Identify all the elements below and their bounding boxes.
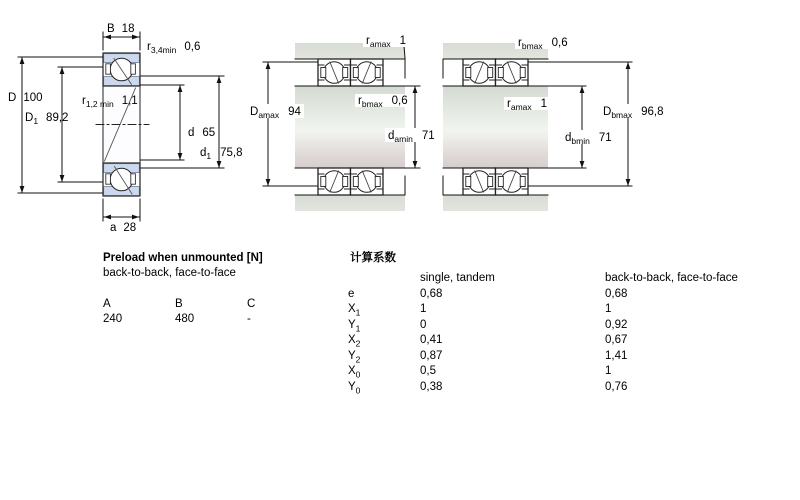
dim-label-B: B 18: [107, 23, 135, 35]
dim-label-d: d 65: [188, 127, 216, 139]
bearing-cell: [318, 168, 351, 195]
dim-label-rbmax-a: $r_{bmax}$ 0,6: [358, 95, 408, 109]
bearing-cell: [463, 168, 496, 195]
preload-header: C: [247, 298, 256, 310]
dim-label-Damax: $D_{amax}$ 94: [250, 106, 301, 120]
calc-row: $Y_1$ 0 0,92: [348, 318, 628, 333]
preload-header-row: [103, 297, 319, 312]
calc-row: $Y_0$ 0,38 0,76: [348, 380, 628, 395]
bearing-cell: [351, 168, 384, 195]
housing-section: [295, 195, 405, 211]
bearing-cell: [351, 59, 384, 86]
calc-title: 计算系数: [350, 252, 396, 264]
bearing-cell: [463, 59, 496, 86]
bearing-section-top: [103, 53, 140, 86]
preload-title: Preload when unmounted [N]: [103, 252, 263, 264]
dim-label-r12: $r_{1,2 min}$ 1,1: [82, 95, 138, 109]
calc-col2-header: back-to-back, face-to-face: [605, 272, 738, 284]
dim-label-D: D 100: [8, 92, 43, 104]
bearing-cell: [318, 59, 351, 86]
technical-drawing: [0, 0, 800, 245]
preload-table: [103, 251, 343, 336]
housing-section: [443, 195, 548, 211]
calc-row: $Y_2$ 0,87 1,41: [348, 349, 628, 364]
bearing-cell: [496, 59, 529, 86]
ball: [110, 168, 133, 191]
calc-row: e 0,68 0,68: [348, 287, 628, 300]
preload-value: 240: [103, 313, 123, 325]
cage: [131, 64, 136, 74]
preload-value: 480: [175, 313, 195, 325]
bearing-section-bottom: [103, 163, 140, 196]
calc-col1-header: single, tandem: [420, 272, 495, 284]
calc-row: $X_1$ 1 1: [348, 303, 612, 318]
cage: [106, 64, 111, 74]
calc-header-row: [348, 271, 775, 287]
dim-label-D1: $D_1$ 89,2: [25, 112, 69, 126]
dim-label-ramax-b: $r_{amax}$ 1: [507, 98, 548, 112]
calc-row: $X_2$ 0,41 0,67: [348, 334, 628, 349]
preload-value: -: [247, 313, 251, 325]
calc-rows: [348, 271, 775, 395]
bearing-cross-section: [8, 23, 243, 234]
preload-value-row: [103, 312, 319, 327]
calc-row: $X_0$ 0,5 1: [348, 365, 612, 380]
cage: [106, 174, 111, 184]
dim-label-ramax-a: $r_{amax}$ 1: [366, 35, 407, 49]
preload-subtitle: back-to-back, face-to-face: [103, 267, 236, 279]
calculation-factors-table: [348, 251, 788, 401]
preload-header: B: [175, 298, 183, 310]
dim-label-damin: $d_{amin}$ 71: [388, 130, 435, 144]
dim-label-r34: $r_{3,4min}$ 0,6: [147, 41, 201, 55]
dim-label-rbmax-b: $r_{bmax}$ 0,6: [518, 37, 568, 51]
dim-label-dbmin: $d_{bmin}$ 71: [565, 132, 612, 146]
bearing-cell: [496, 168, 529, 195]
dim-label-d1: $d_1$ 75,8: [200, 147, 243, 161]
preload-header: A: [103, 298, 111, 310]
dim-label-a: a 28: [110, 222, 137, 234]
dim-label-Dbmax: $D_{bmax}$ 96,8: [603, 106, 664, 120]
cage: [131, 174, 136, 184]
